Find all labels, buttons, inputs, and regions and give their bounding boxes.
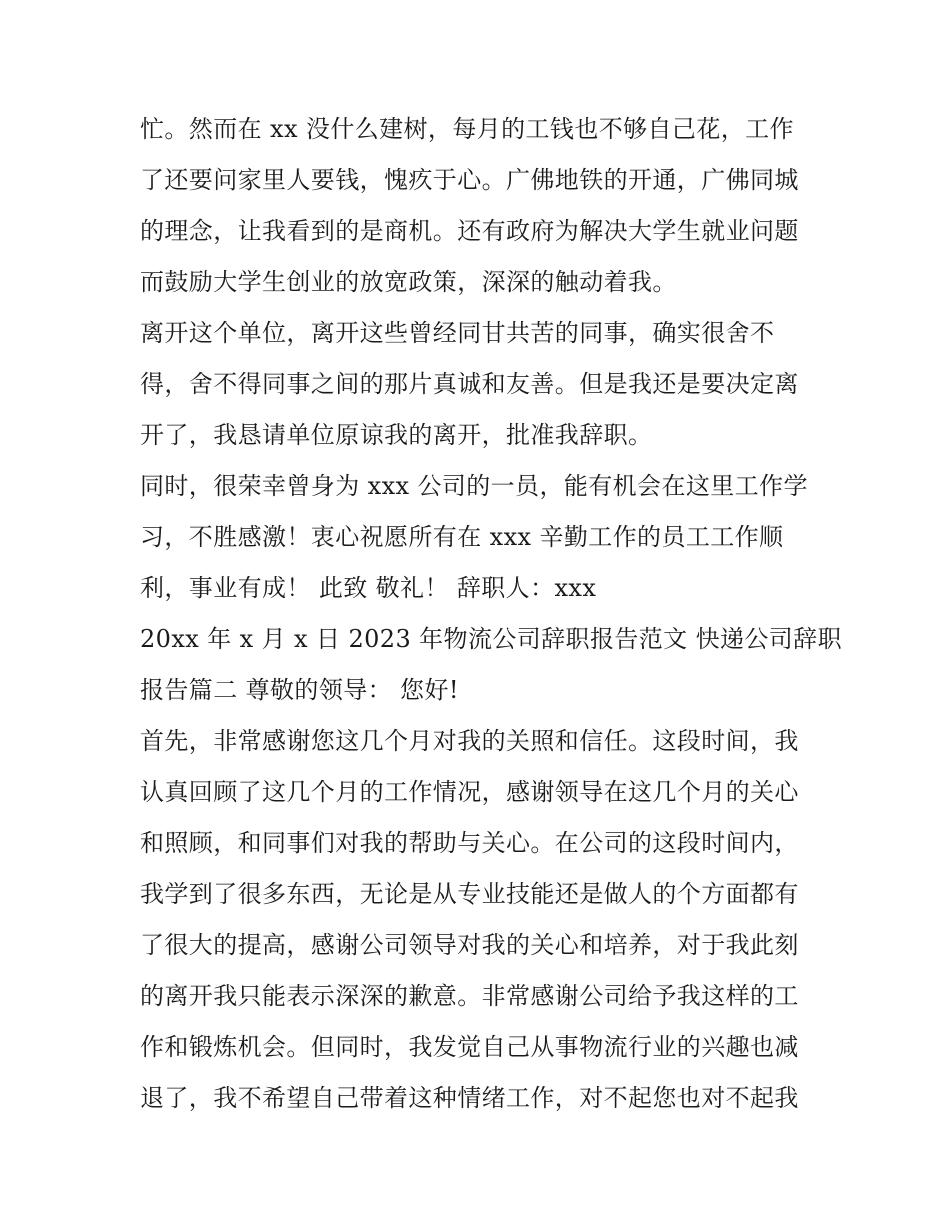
text-line: 开了，我恳请单位原谅我的离开，批准我辞职。 (140, 421, 653, 449)
text-line: 同时，很荣幸曾身为 xxx 公司的一员，能有机会在这里工作学 (140, 472, 808, 500)
text-line: 退了，我不希望自己带着这种情绪工作，对不起您也对不起我 (140, 1084, 799, 1112)
text-line: 得，舍不得同事之间的那片真诚和友善。但是我还是要决定离 (140, 370, 799, 398)
text-line: 的离开我只能表示深深的歉意。非常感谢公司给予我这样的工 (140, 982, 799, 1010)
text-line: 的理念，让我看到的是商机。还有政府为解决大学生就业问题 (140, 217, 799, 245)
text-line: 利，事业有成！ 此致 敬礼！ 辞职人：xxx (140, 574, 597, 602)
text-line: 认真回顾了这几个月的工作情况，感谢领导在这几个月的关心 (140, 778, 799, 806)
text-line: 20xx 年 x 月 x 日 2023 年物流公司辞职报告范文 快递公司辞职 (140, 625, 842, 653)
text-line: 我学到了很多东西，无论是从专业技能还是做人的个方面都有 (140, 880, 799, 908)
text-line: 报告篇二 尊敬的领导： 您好! (140, 676, 459, 704)
text-line: 了还要问家里人要钱，愧疚于心。广佛地铁的开通，广佛同城 (140, 166, 799, 194)
text-line: 离开这个单位，离开这些曾经同甘共苦的同事，确实很舍不 (140, 319, 775, 347)
text-line: 了很大的提高，感谢公司领导对我的关心和培养，对于我此刻 (140, 931, 799, 959)
text-line: 作和锻炼机会。但同时，我发觉自己从事物流行业的兴趣也减 (140, 1033, 799, 1061)
text-line: 首先，非常感谢您这几个月对我的关照和信任。这段时间，我 (140, 727, 799, 755)
text-line: 忙。然而在 xx 没什么建树，每月的工钱也不够自己花，工作 (140, 115, 794, 143)
text-line: 而鼓励大学生创业的放宽政策，深深的触动着我。 (140, 268, 677, 296)
text-line: 和照顾，和同事们对我的帮助与关心。在公司的这段时间内， (140, 829, 799, 857)
document-body (140, 104, 842, 1124)
text-line: 习，不胜感激！衷心祝愿所有在 xxx 辛勤工作的员工工作顺 (140, 523, 784, 551)
